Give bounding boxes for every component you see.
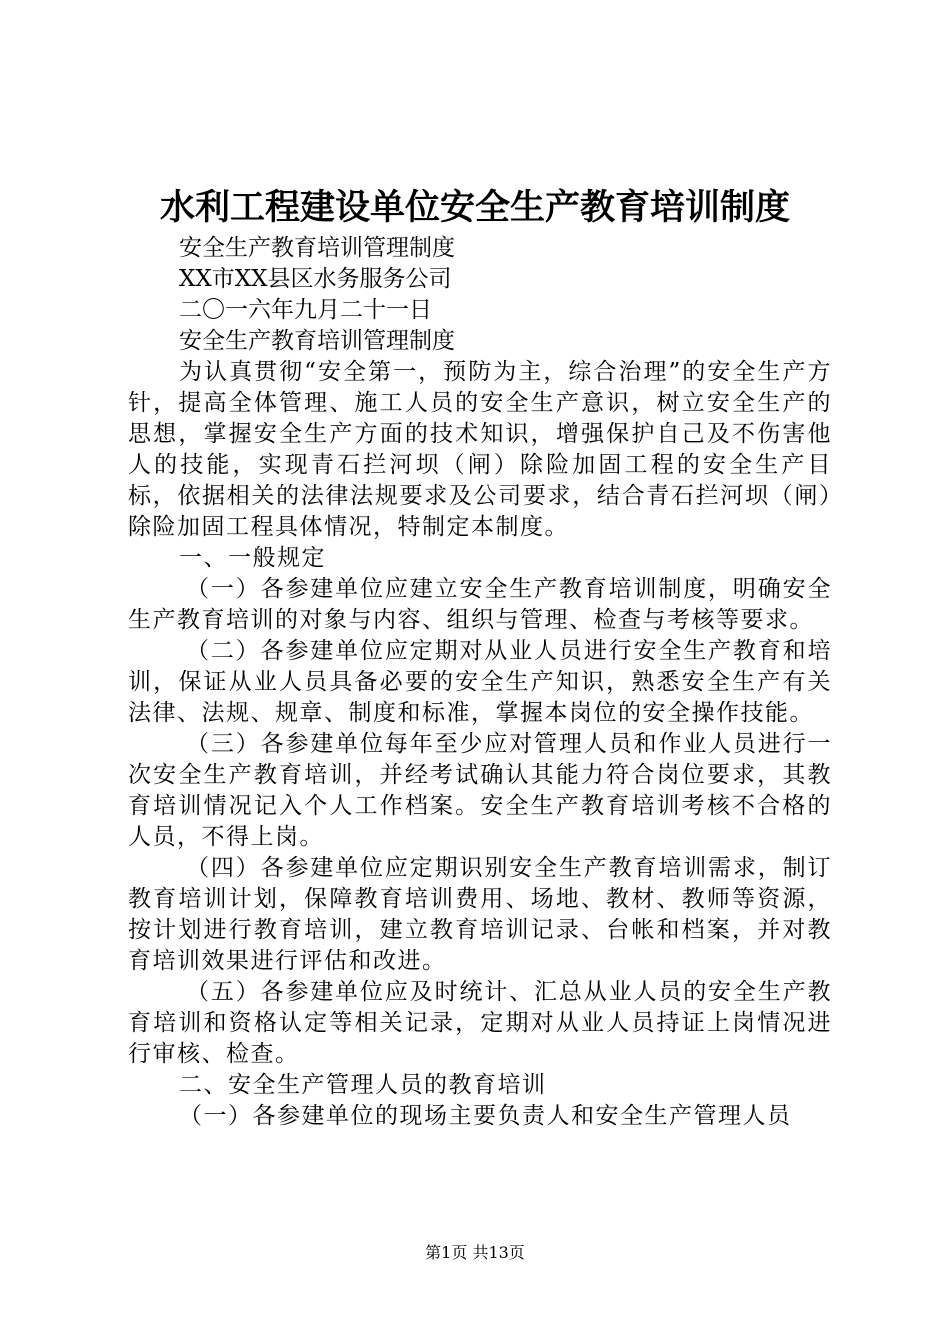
clause-paragraph: （四）各参建单位应定期识别安全生产教育培训需求，制订教育培训计划，保障教育培训费用、场地、教材、教师等资源，按计划进行教育培训，建立教育培训记录、台帐和档案，并对教育培训效果进行评估和改进。 xyxy=(128,855,832,974)
section-heading: 一、一般规定 xyxy=(179,545,326,571)
clause-paragraph: （三）各参建单位每年至少应对管理人员和作业人员进行一次安全生产教育培训，并经考试确认其能力符合岗位要求，其教育培训情况记入个人工作档案。安全生产教育培训考核不合格的人员，不得上岗。 xyxy=(128,731,832,850)
document-body xyxy=(128,233,832,1132)
clause-paragraph: （一）各参建单位应建立安全生产教育培训制度，明确安全生产教育培训的对象与内容、组织与管理、检查与考核等要求。 xyxy=(128,576,832,633)
clause-paragraph: （五）各参建单位应及时统计、汇总从业人员的安全生产教育培训和资格认定等相关记录，定期对从业人员持证上岗情况进行审核、检查。 xyxy=(128,979,832,1067)
header-line: 二〇一六年九月二十一日 xyxy=(179,297,432,323)
intro-paragraph: 为认真贯彻“安全第一，预防为主，综合治理”的安全生产方针，提高全体管理、施工人员的安全生产意识，树立安全生产的思想，掌握安全生产方面的技术知识，增强保护自己及不伤害他人的技能，实现青石拦河坝（闸）除险加固工程的安全生产目标，依据相关的法律法规要求及公司要求，结合青石拦河坝（闸）除险加固工程具体情况，特制定本制度。 xyxy=(128,359,832,540)
section-heading: 二、安全生产管理人员的教育培训 xyxy=(179,1072,547,1098)
clause-paragraph: （一）各参建单位的现场主要负责人和安全生产管理人员 xyxy=(179,1103,792,1129)
header-line: XX市XX县区水务服务公司 xyxy=(179,266,452,292)
header-line: 安全生产教育培训管理制度 xyxy=(179,328,455,354)
clause-paragraph: （二）各参建单位应定期对从业人员进行安全生产教育和培训，保证从业人员具备必要的安全生产知识，熟悉安全生产有关法律、法规、规章、制度和标准，掌握本岗位的安全操作技能。 xyxy=(128,638,832,726)
document-title: 水利工程建设单位安全生产教育培训制度 xyxy=(159,187,790,228)
page-number-footer: 第1页 共13页 xyxy=(425,1243,525,1262)
header-line: 安全生产教育培训管理制度 xyxy=(179,235,455,261)
